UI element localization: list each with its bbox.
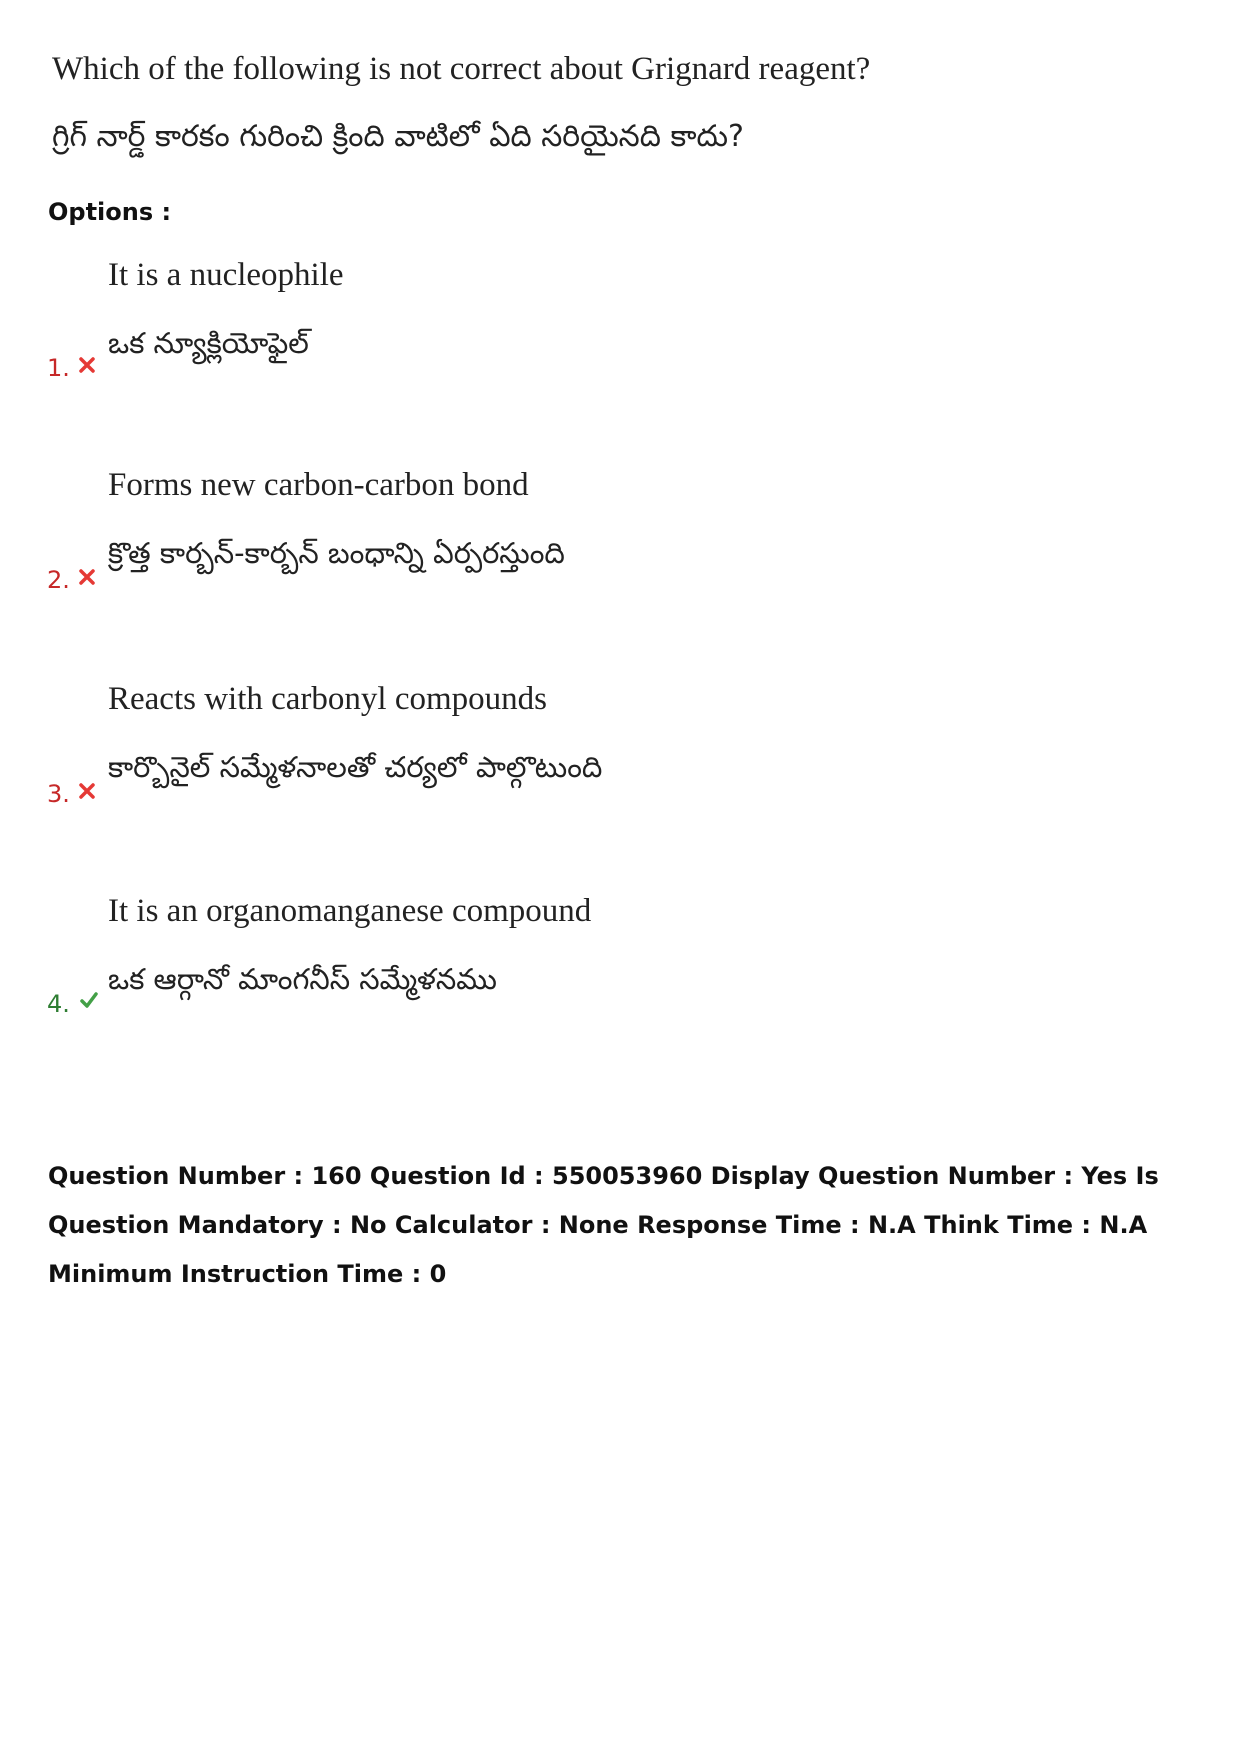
option-2 (0, 462, 1240, 612)
option-number: 3. (47, 780, 70, 808)
option-1 (0, 250, 1240, 400)
option-telugu: ఒక ఆర్గానో మాంగనీస్ సమ్మేళనము (108, 962, 497, 996)
option-text (108, 892, 591, 998)
question-english: Which of the following is not correct about Grignard reagent? (52, 51, 871, 87)
option-english: Forms new carbon-carbon bond (108, 467, 529, 503)
option-number: 2. (47, 566, 70, 594)
option-3 (0, 674, 1240, 824)
question-metadata: Question Number : 160 Question Id : 550053960 Display Question Number : Yes Is Question Mandatory : No Calculator : None Response Time : N.A Think Time : N.A Minimum Instruction Time : 0 (48, 1162, 1159, 1288)
options-label: Options : (48, 198, 172, 226)
option-number: 4. (47, 990, 70, 1018)
option-text (108, 680, 602, 786)
option-english: It is a nucleophile (108, 257, 344, 293)
option-english: Reacts with carbonyl compounds (108, 681, 547, 717)
cross-icon (78, 356, 96, 374)
cross-icon (78, 568, 96, 586)
option-text (108, 256, 344, 362)
option-4 (0, 888, 1240, 1038)
option-english: It is an organomanganese compound (108, 893, 592, 929)
cross-icon (78, 782, 96, 800)
check-icon (78, 991, 100, 1009)
option-telugu: ఒక న్యూక్లియోఫైల్ (108, 326, 309, 360)
question-text (52, 50, 952, 156)
option-number: 1. (47, 354, 70, 382)
option-telugu: క్రొత్త కార్బన్-కార్బన్ బంధాన్ని ఏర్పరస్తుంది (108, 536, 565, 570)
option-text (108, 466, 565, 572)
question-telugu: గ్రిగ్ నార్డ్ కారకం గురించి క్రింది వాటిలో ఏది సరియైనది కాదు? (52, 119, 744, 154)
option-telugu: కార్బొనైల్ సమ్మేళనాలతో చర్యలో పాల్గొటుంది (108, 750, 603, 784)
